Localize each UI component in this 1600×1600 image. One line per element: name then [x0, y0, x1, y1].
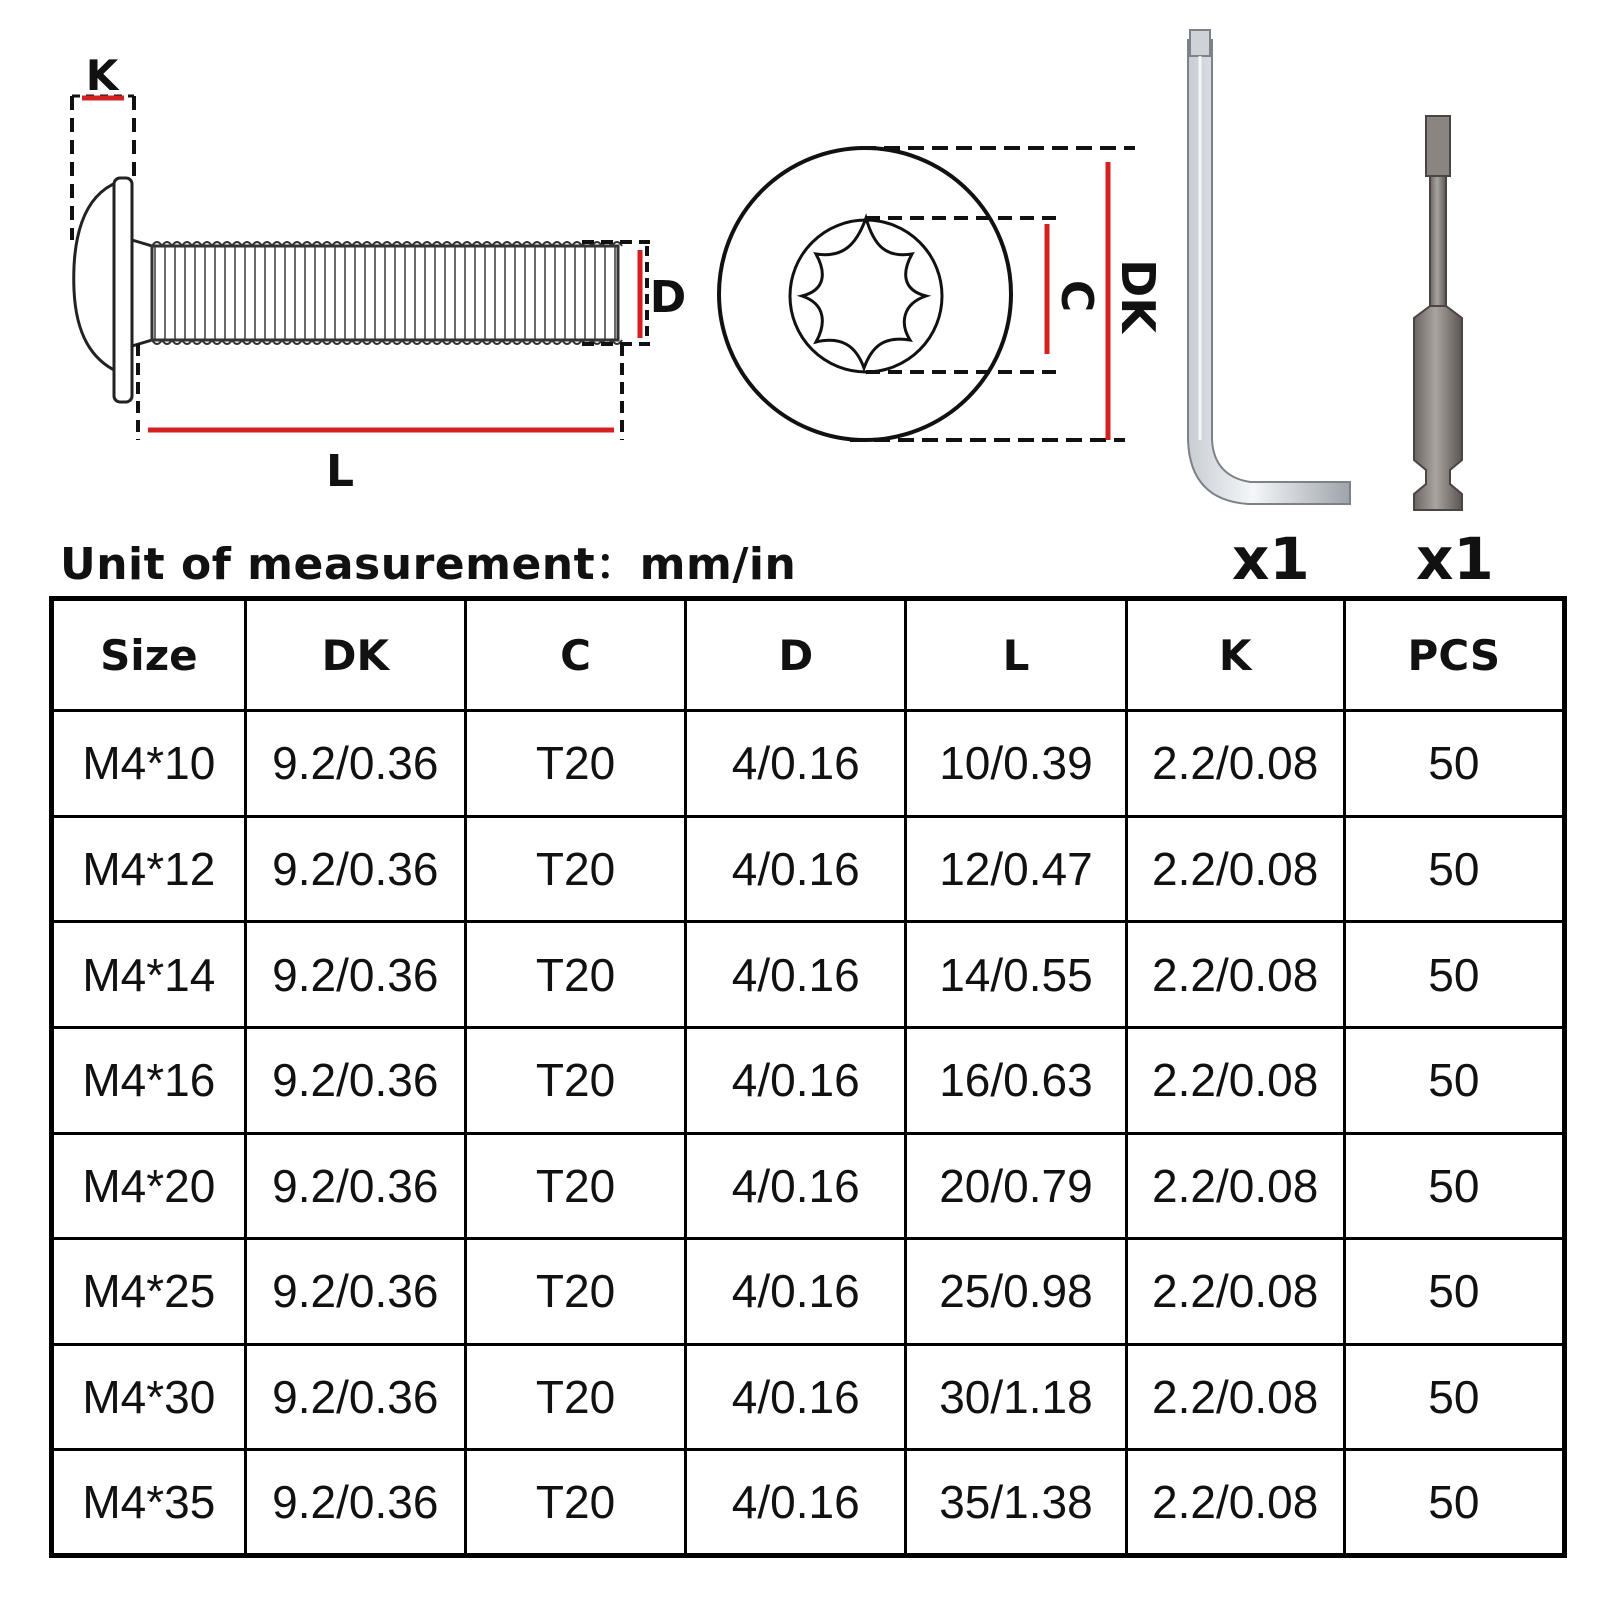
table-row: [52, 1450, 1565, 1556]
table-cell: 9.2/0.36: [245, 1027, 465, 1133]
table-row: [52, 711, 1565, 817]
table-cell: T20: [465, 1450, 685, 1556]
column-header: L: [906, 599, 1126, 711]
table-cell: M4*10: [52, 711, 246, 817]
table-header-row: [52, 599, 1565, 711]
table-cell: 50: [1344, 1027, 1564, 1133]
c-label: C: [1051, 279, 1102, 313]
table-cell: M4*35: [52, 1450, 246, 1556]
table-cell: 4/0.16: [686, 1027, 906, 1133]
table-cell: 9.2/0.36: [245, 1450, 465, 1556]
l-dimension: [138, 344, 622, 497]
table-row: [52, 922, 1565, 1028]
dk-label: DK: [1111, 259, 1165, 333]
table-cell: 9.2/0.36: [245, 711, 465, 817]
table-cell: 9.2/0.36: [245, 922, 465, 1028]
table-cell: 35/1.38: [906, 1450, 1126, 1556]
table-cell: 50: [1344, 1450, 1564, 1556]
table-row: [52, 1344, 1565, 1450]
table-cell: 4/0.16: [686, 1450, 906, 1556]
column-header: C: [465, 599, 685, 711]
table-cell: T20: [465, 922, 685, 1028]
table-cell: 9.2/0.36: [245, 1344, 465, 1450]
table-cell: 12/0.47: [906, 816, 1126, 922]
column-header: DK: [245, 599, 465, 711]
table-cell: 50: [1344, 1133, 1564, 1239]
table-cell: 2.2/0.08: [1126, 711, 1344, 817]
l-label: L: [325, 446, 355, 497]
table-cell: 10/0.39: [906, 711, 1126, 817]
table-cell: 50: [1344, 711, 1564, 817]
table-cell: 30/1.18: [906, 1344, 1126, 1450]
wrench-quantity: x1: [1232, 525, 1310, 593]
table-row: [52, 816, 1565, 922]
column-header: K: [1126, 599, 1344, 711]
table-cell: M4*25: [52, 1239, 246, 1345]
table-cell: M4*14: [52, 922, 246, 1028]
table-cell: 2.2/0.08: [1126, 922, 1344, 1028]
table-cell: M4*30: [52, 1344, 246, 1450]
k-label: K: [85, 51, 119, 100]
table-cell: 9.2/0.36: [245, 816, 465, 922]
table-cell: 2.2/0.08: [1126, 1027, 1344, 1133]
screw-head-top-view: [719, 148, 1011, 440]
table-cell: 9.2/0.36: [245, 1239, 465, 1345]
d-label: D: [649, 272, 687, 323]
column-header: PCS: [1344, 599, 1564, 711]
table-cell: 50: [1344, 1239, 1564, 1345]
table-cell: 2.2/0.08: [1126, 816, 1344, 922]
column-header: D: [686, 599, 906, 711]
table-cell: 2.2/0.08: [1126, 1239, 1344, 1345]
table-cell: 16/0.63: [906, 1027, 1126, 1133]
table-cell: 9.2/0.36: [245, 1133, 465, 1239]
table-row: [52, 1133, 1565, 1239]
torx-wrench-image: [1188, 30, 1350, 504]
torx-bit-image: [1414, 116, 1462, 510]
table-cell: T20: [465, 711, 685, 817]
table-cell: 25/0.98: [906, 1239, 1126, 1345]
table-cell: 4/0.16: [686, 1344, 906, 1450]
table-cell: T20: [465, 1027, 685, 1133]
table-cell: 4/0.16: [686, 711, 906, 817]
screw-side-view: [74, 178, 622, 402]
bit-quantity: x1: [1416, 525, 1494, 593]
dimension-diagram: [0, 0, 1600, 600]
table-cell: 50: [1344, 816, 1564, 922]
table-cell: T20: [465, 1344, 685, 1450]
table-cell: 2.2/0.08: [1126, 1450, 1344, 1556]
table-cell: 4/0.16: [686, 816, 906, 922]
table-cell: M4*20: [52, 1133, 246, 1239]
table-row: [52, 1027, 1565, 1133]
column-header: Size: [52, 599, 246, 711]
table-cell: T20: [465, 1239, 685, 1345]
table-row: [52, 1239, 1565, 1345]
table-cell: 2.2/0.08: [1126, 1133, 1344, 1239]
table-cell: M4*16: [52, 1027, 246, 1133]
table-cell: 50: [1344, 1344, 1564, 1450]
unit-of-measurement-note: Unit of measurement：mm/in: [60, 539, 797, 590]
table-cell: 20/0.79: [906, 1133, 1126, 1239]
table-cell: 4/0.16: [686, 922, 906, 1028]
table-cell: T20: [465, 1133, 685, 1239]
specification-table: [49, 596, 1567, 1558]
table-cell: T20: [465, 816, 685, 922]
table-cell: 50: [1344, 922, 1564, 1028]
table-cell: M4*12: [52, 816, 246, 922]
table-cell: 14/0.55: [906, 922, 1126, 1028]
table-cell: 4/0.16: [686, 1239, 906, 1345]
table-cell: 2.2/0.08: [1126, 1344, 1344, 1450]
table-cell: 4/0.16: [686, 1133, 906, 1239]
